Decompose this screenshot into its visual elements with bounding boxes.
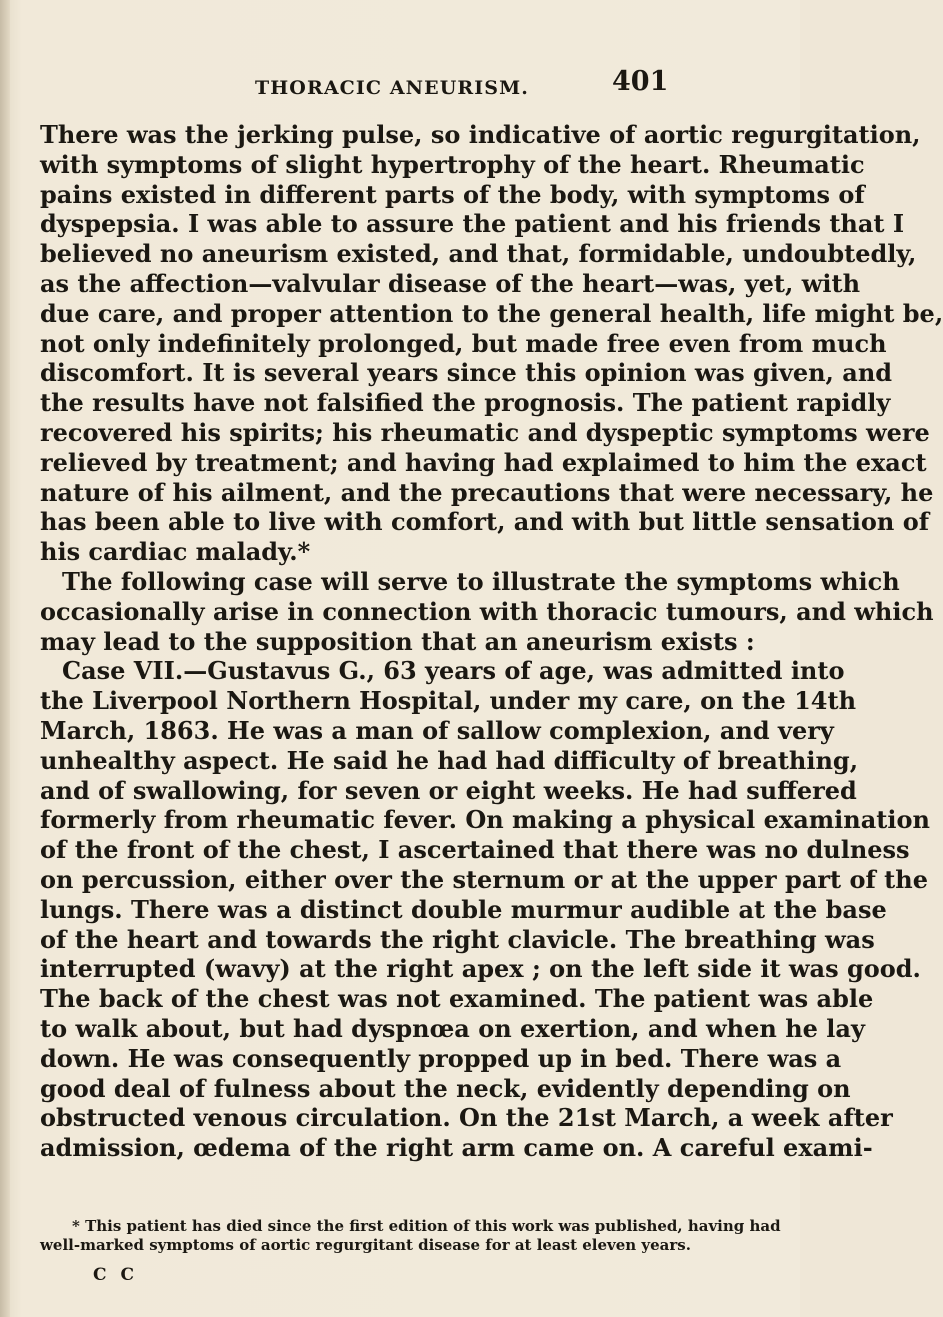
text-line: and of swallowing, for seven or eight weeks. He had suffered xyxy=(40,775,857,805)
text-line: as the affection—valvular disease of the heart—was, yet, with xyxy=(40,268,861,298)
text-line: may lead to the supposition that an aneurism exists : xyxy=(40,626,755,656)
text-line: due care, and proper attention to the general health, life might be, xyxy=(40,298,943,328)
text-line: The following case will serve to illustrate the symptoms which xyxy=(62,566,900,596)
text-line: lungs. There was a distinct double murmur audible at the base xyxy=(40,894,887,924)
text-line: believed no aneurism existed, and that, formidable, undoubtedly, xyxy=(40,239,917,269)
text-line: of the heart and towards the right clavicle. The breathing was xyxy=(40,924,875,954)
signature-mark: C C xyxy=(93,1265,138,1285)
text-line: unhealthy aspect. He said he had had difficulty of breathing, xyxy=(40,745,859,775)
text-line: nature of his ailment, and the precautions that were necessary, he xyxy=(40,477,934,507)
text-line: occasionally arise in connection with thoracic tumours, and which xyxy=(40,596,934,626)
text-line: good deal of fulness about the neck, evidently depending on xyxy=(40,1073,851,1103)
text-line: discomfort. It is several years since this opinion was given, and xyxy=(40,358,893,388)
text-line: the Liverpool Northern Hospital, under my care, on the 14th xyxy=(40,686,857,716)
text-line: Case VII.—Gustavus G., 63 years of age, was admitted into xyxy=(62,656,845,686)
running-head: THORACIC ANEURISM. xyxy=(255,77,529,99)
text-line: dyspepsia. I was able to assure the patient and his friends that I xyxy=(40,209,905,239)
text-line: admission, œdema of the right arm came on. A careful exami- xyxy=(40,1133,873,1163)
text-line: March, 1863. He was a man of sallow complexion, and very xyxy=(40,715,834,745)
text-line: The back of the chest was not examined. The patient was able xyxy=(40,984,874,1014)
footnote-line: well-marked symptoms of aortic regurgitant disease for at least eleven years. xyxy=(40,1236,691,1254)
page-gutter-shadow xyxy=(0,0,10,1317)
text-line: has been able to live with comfort, and with but little sensation of xyxy=(40,507,930,537)
text-line: interrupted (wavy) at the right apex ; on the left side it was good. xyxy=(40,954,921,984)
text-line: obstructed venous circulation. On the 21st March, a week after xyxy=(40,1103,893,1133)
text-line: formerly from rheumatic fever. On making a physical examination xyxy=(40,805,930,835)
text-line: not only indefinitely prolonged, but made free even from much xyxy=(40,328,887,358)
body-text xyxy=(40,120,943,1163)
text-line: relieved by treatment; and having had explaimed to him the exact xyxy=(40,447,927,477)
text-line: recovered his spirits; his rheumatic and dyspeptic symptoms were xyxy=(40,417,930,447)
text-line: with symptoms of slight hypertrophy of the heart. Rheumatic xyxy=(40,149,865,179)
text-line: pains existed in different parts of the body, with symptoms of xyxy=(40,179,865,209)
text-line: the results have not falsified the prognosis. The patient rapidly xyxy=(40,388,891,418)
footnote-line: * This patient has died since the first edition of this work was published, having had xyxy=(72,1217,781,1235)
footnote xyxy=(40,1217,781,1255)
text-line: There was the jerking pulse, so indicative of aortic regurgitation, xyxy=(40,120,921,149)
page-number: 401 xyxy=(612,66,669,97)
text-line: of the front of the chest, I ascertained that there was no dulness xyxy=(40,835,910,865)
text-line: on percussion, either over the sternum or at the upper part of the xyxy=(40,864,928,894)
text-line: his cardiac malady.* xyxy=(40,537,311,567)
text-line: to walk about, but had dyspnœa on exertion, and when he lay xyxy=(40,1013,865,1043)
text-line: down. He was consequently propped up in bed. There was a xyxy=(40,1043,842,1073)
